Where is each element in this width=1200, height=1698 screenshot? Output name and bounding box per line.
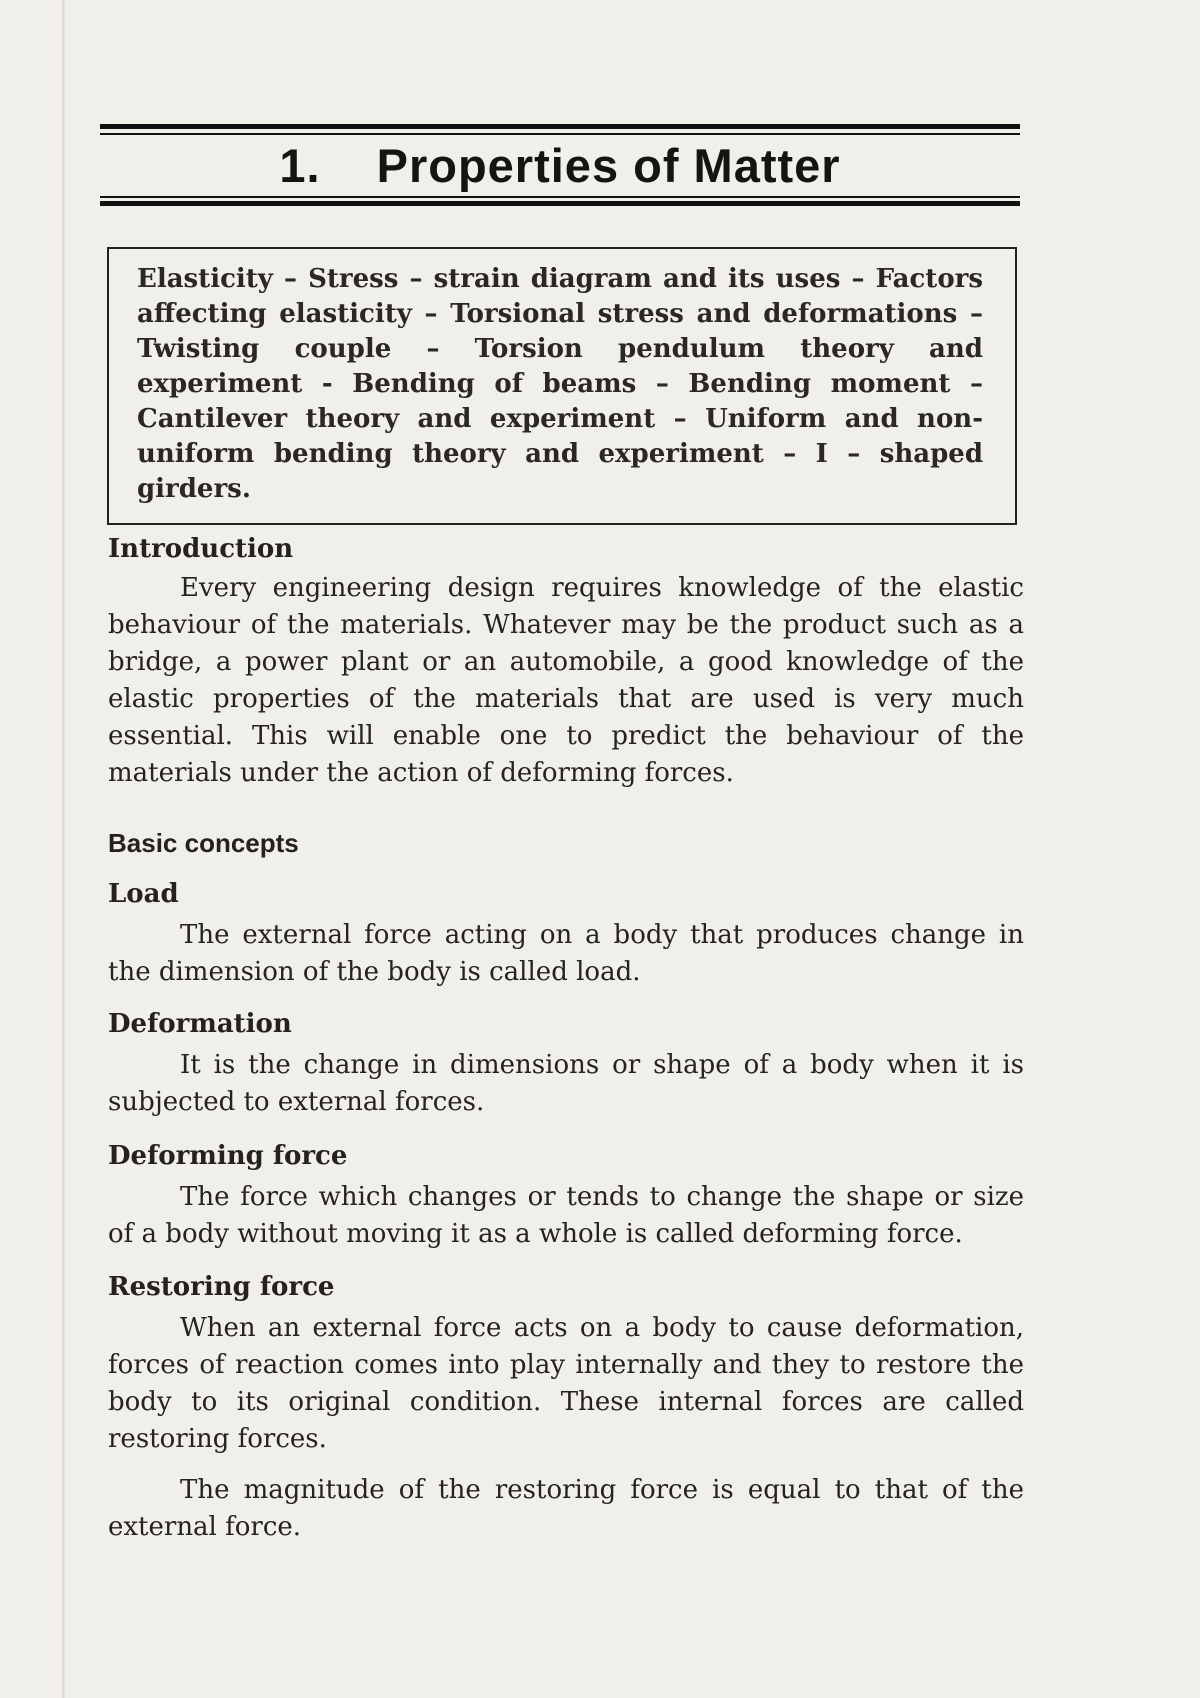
load-paragraph: The external force acting on a body that produces change in the dimension of the body is called load. bbox=[108, 920, 1024, 987]
title-rule-bottom-thin bbox=[100, 196, 1020, 198]
deformation-heading: Deformation bbox=[108, 1009, 292, 1039]
title-rule-bottom-thick bbox=[100, 201, 1020, 206]
restoring-force-magnitude-paragraph: The magnitude of the restoring force is equal to that of the external force. bbox=[108, 1475, 1024, 1542]
introduction-paragraph: Every engineering design requires knowledge of the elastic behaviour of the materials. Whatever may be the product such as a bridge, a power plant or an automobile, a good knowledge of the elastic properties of the materials that are used is very much essential. This will enable one to predict the behaviour of the materials under the action of deforming forces. bbox=[108, 573, 1024, 788]
deformation-section bbox=[108, 1007, 1024, 1121]
introduction-heading: Introduction bbox=[108, 534, 294, 564]
restoring-force-heading: Restoring force bbox=[108, 1272, 335, 1302]
introduction-section bbox=[108, 532, 1024, 792]
chapter-title-text: Properties of Matter bbox=[376, 138, 841, 192]
syllabus-text: Elasticity – Stress – strain diagram and its uses – Factors affecting elasticity – Torsional stress and deformations – Twisting couple – Torsion pendulum theory and experiment - Bending of beams – Bending moment – Cantilever theory and experiment – Uniform and non-uniform bending theory and experiment – I – shaped girders. bbox=[137, 264, 983, 504]
title-rule-top-thick bbox=[100, 124, 1020, 129]
deforming-force-paragraph: The force which changes or tends to change the shape or size of a body without moving it as a whole is called deforming force. bbox=[108, 1182, 1024, 1249]
syllabus-box bbox=[107, 247, 1017, 525]
basic-concepts-heading-block bbox=[108, 826, 1024, 860]
load-section bbox=[108, 877, 1024, 991]
page-edge bbox=[62, 0, 65, 1698]
deforming-force-heading: Deforming force bbox=[108, 1141, 348, 1171]
title-rule-top-thin bbox=[100, 133, 1020, 135]
chapter-number: 1. bbox=[279, 138, 321, 192]
load-heading: Load bbox=[108, 879, 179, 909]
restoring-force-paragraph: When an external force acts on a body to cause deformation, forces of reaction comes into play internally and they to restore the body to its original condition. These internal forces are called restoring forces. bbox=[108, 1313, 1024, 1454]
deformation-paragraph: It is the change in dimensions or shape of a body when it is subjected to external forces. bbox=[108, 1050, 1024, 1117]
restoring-force-section bbox=[108, 1270, 1024, 1546]
basic-concepts-heading: Basic concepts bbox=[108, 828, 299, 858]
chapter-title bbox=[100, 137, 1020, 193]
deforming-force-section bbox=[108, 1139, 1024, 1253]
